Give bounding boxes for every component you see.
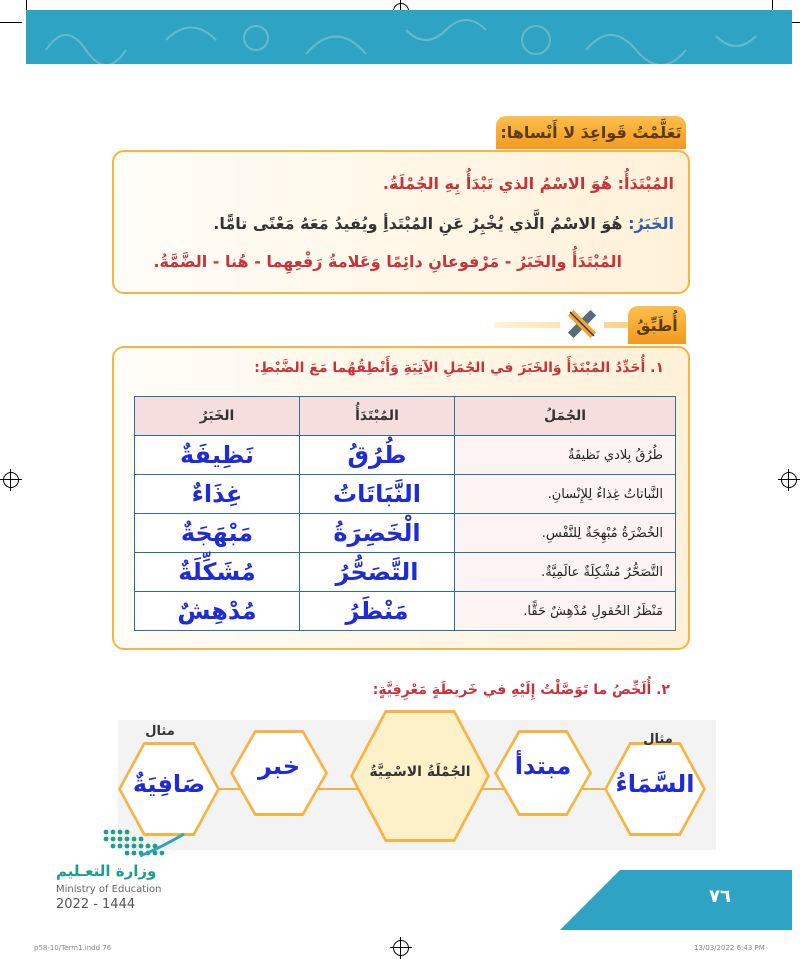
pencil-ruler-icon (560, 306, 604, 342)
ministry-name-en: Ministry of Education (56, 884, 162, 895)
mubtada-answer[interactable]: التَّصَحُّرُ (300, 553, 455, 592)
mubtada-answer[interactable]: النَّبَاتَاتُ (300, 475, 455, 514)
header-sentences: الجُمَلُ (455, 397, 676, 436)
crop-mark (0, 22, 22, 23)
registration-mark-icon (781, 472, 797, 488)
khabar-answer[interactable]: مُدْهِشٌ (135, 592, 300, 631)
practice-tab-label: أُطَبِّقُ (636, 315, 678, 335)
sentence-cell: النَّباتاتُ غِذاءٌ لِلإِنْسانِ. (455, 475, 676, 514)
rule-text: هُوَ الاسْمُ الَّذي يُخْبِرُ عَنِ المُبْتَدأِ ويُفيدُ مَعَهُ مَعْنًى تامًّا. (213, 214, 623, 233)
khabar-answer[interactable]: مَبْهَجَةٌ (135, 514, 300, 553)
analysis-table (134, 396, 676, 631)
khabar-label[interactable]: خبر (257, 752, 301, 780)
print-slug-left: p58-10/Term1.indd 76 (34, 944, 112, 952)
mubtada-answer[interactable]: طُرُقُ (300, 436, 455, 475)
ministry-name-ar: وزارة التعـليم (56, 862, 157, 880)
registration-mark-icon (3, 472, 19, 488)
table-row (135, 553, 676, 592)
registration-mark-icon (393, 940, 409, 956)
khabar-answer[interactable]: غِذَاءٌ (135, 475, 300, 514)
rule-term: المُبْتَدَأُ: (617, 174, 674, 193)
center-label: الجُمْلَةُ الاسْمِيَّةُ (369, 764, 471, 780)
rule-mubtada (383, 174, 674, 193)
rule-text: هُوَ الاسْمُ الذي تَبْدَأُ بِهِ الجُمْلَةُ. (382, 174, 613, 193)
sentence-cell: التَّصَحُّرُ مُشْكِلَةٌ عالَمِيَّةٌ. (455, 553, 676, 592)
practice-tab (628, 306, 686, 344)
table-row (135, 436, 676, 475)
right-example-word[interactable]: السَّمَاءُ (615, 770, 695, 798)
table-row (135, 475, 676, 514)
right-example-caption: مثال (643, 732, 673, 747)
page-number: ٧٦ (709, 886, 731, 907)
mubtada-answer[interactable]: مَنْظَرُ (300, 592, 455, 631)
print-slug-right: 13/03/2022 6:43 PM (694, 944, 765, 952)
learn-tab-label: تَعَلَّمْتُ قَواعِدَ لا أَنْساها: (500, 123, 682, 142)
banner-pattern (26, 10, 792, 64)
rule-term: الخَبَرُ: (628, 214, 674, 233)
rule-khabar (213, 214, 674, 233)
edition-year: 2022 - 1444 (56, 897, 136, 912)
rule-marfu (153, 252, 622, 271)
ministry-logo-icon (100, 826, 190, 860)
question-1: ١. أُحَدِّدُ المُبْتَدَأَ وَالخَبَرَ في الجُمَلِ الآتِيَةِ وَأَنْطِقُهُما مَعَ الضَّبْطِ: (254, 360, 664, 376)
sentence-cell: الخُضْرَةُ مُبْهِجَةٌ لِلنَّفْسِ. (455, 514, 676, 553)
khabar-answer[interactable]: مُشَكِّلَةٌ (135, 553, 300, 592)
khabar-answer[interactable]: نَظِيفَةٌ (135, 436, 300, 475)
question-2: ٢. أُلَخِّصُ ما تَوَصَّلْتُ إِلَيْهِ في خَريطَةٍ مَعْرِفِيَّةٍ: (372, 682, 670, 698)
top-banner (26, 10, 792, 64)
page-band (560, 870, 792, 930)
left-example-word[interactable]: صَافِيَةٌ (132, 770, 206, 798)
left-example-caption: مثال (145, 724, 175, 739)
rule-text: المُبْتَدَأُ والخَبَرُ - مَرْفوعانِ دائِمًا وَعَلامةُ رَفْعِهِما - هُنا - الضَّمَّةُ. (153, 252, 622, 271)
table-row (135, 514, 676, 553)
sentence-cell: مَنْظَرُ الحُقولِ مُدْهِشٌ حَقًّا. (455, 592, 676, 631)
mubtada-label[interactable]: مبتدأ (514, 752, 572, 780)
learn-tab (496, 116, 686, 149)
table-row (135, 592, 676, 631)
header-mubtada: المُبْتَدَأُ (300, 397, 455, 436)
mubtada-answer[interactable]: الْخَضِرَةُ (300, 514, 455, 553)
sentence-cell: طُرُقُ بِلادي نَظيفَةٌ (455, 436, 676, 475)
header-khabar: الخَبَرُ (135, 397, 300, 436)
rules-box (112, 150, 690, 294)
